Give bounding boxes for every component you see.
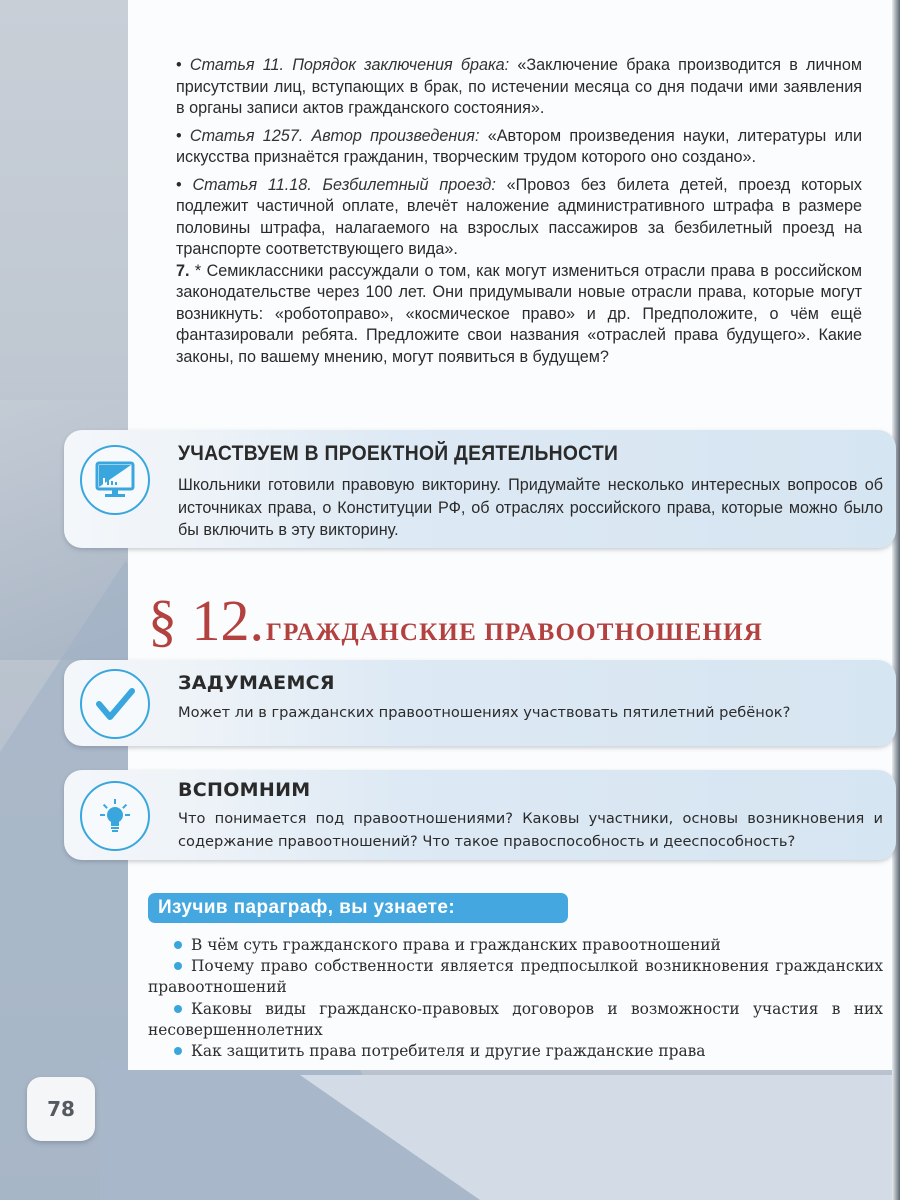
task-7: 7. * Семиклассники рассуждали о том, как могут измениться отрасли права в российском законодательстве через 100 лет. Они придумывали новые отрасли права, которые могут возникнуть: «роботоправо», «космическое право» и др. Предположите, о чём ещё фантазировали ребята. Предложите свои названия «отраслей права будущего». Какие законы, по вашему мнению, могут появиться в будущем? <box>176 261 862 366</box>
card-text: Может ли в гражданских правоотношениях участвовать пятилетний ребёнок? <box>178 704 791 721</box>
bullet-icon <box>174 962 182 970</box>
bullet-icon <box>174 941 182 949</box>
paragraph-title: ГРАЖДАНСКИЕ ПРАВООТНОШЕНИЯ <box>266 619 763 646</box>
computer-monitor-icon <box>80 445 150 515</box>
card-text: Что понимается под правоотношениями? Каковы участники, основы возникновения и содержание правоотношений? Что такое правоспособность и дееспособность? <box>178 810 883 850</box>
card-title: ЗАДУМАЕМСЯ <box>178 672 335 694</box>
paragraph-heading <box>148 586 763 656</box>
list-item: Как защитить права потребителя и другие гражданские права <box>148 1041 883 1062</box>
page-number: 78 <box>27 1077 95 1141</box>
lightbulb-icon <box>80 781 150 851</box>
paragraph-number: § 12. <box>148 588 264 653</box>
bullet-icon <box>174 1047 182 1055</box>
top-text-block <box>176 55 862 374</box>
page-binding-edge <box>892 0 900 1200</box>
list-item: Каковы виды гражданско-правовых договоров и возможности участия в них несовершеннолетних <box>148 999 883 1039</box>
recall-card <box>64 770 896 860</box>
article-item: • Статья 1257. Автор произведения: «Автором произведения науки, литературы или искусства признаётся гражданин, творческим трудом которого оно создано». <box>176 126 863 166</box>
learn-list <box>148 935 883 1062</box>
learn-banner: Изучив параграф, вы узнаете: <box>148 893 568 923</box>
card-text: Школьники готовили правовую викторину. Придумайте несколько интересных вопросов об источниках права, о Конституции РФ, об отраслях российского права, которые можно было бы включить в эту викторину. <box>178 476 883 539</box>
list-item: В чём суть гражданского права и гражданских правоотношений <box>148 935 883 956</box>
article-item: • Статья 11. Порядок заключения брака: «Заключение брака производится в личном присутствии лиц, вступающих в брак, по истечении месяца со дня подачи ими заявления в органы записи актов гражданского состояния». <box>176 56 863 117</box>
checkmark-icon <box>80 669 150 739</box>
project-activity-card <box>64 430 896 548</box>
card-title: УЧАСТВУЕМ В ПРОЕКТНОЙ ДЕЯТЕЛЬНОСТИ <box>178 442 619 465</box>
think-card <box>64 660 896 746</box>
article-item: • Статья 11.18. Безбилетный проезд: «Провоз без билета детей, проезд которых подлежит частичной оплате, влечёт наложение административного штрафа в размере половины штрафа, налагаемого на взрослых пассажиров за безбилетный проезд на транспорте соответствующего вида». <box>176 175 862 258</box>
list-item: Почему право собственности является предпосылкой возникновения гражданских правоотношений <box>148 957 883 997</box>
card-title: ВСПОМНИМ <box>178 779 311 801</box>
bullet-icon <box>174 1005 182 1013</box>
